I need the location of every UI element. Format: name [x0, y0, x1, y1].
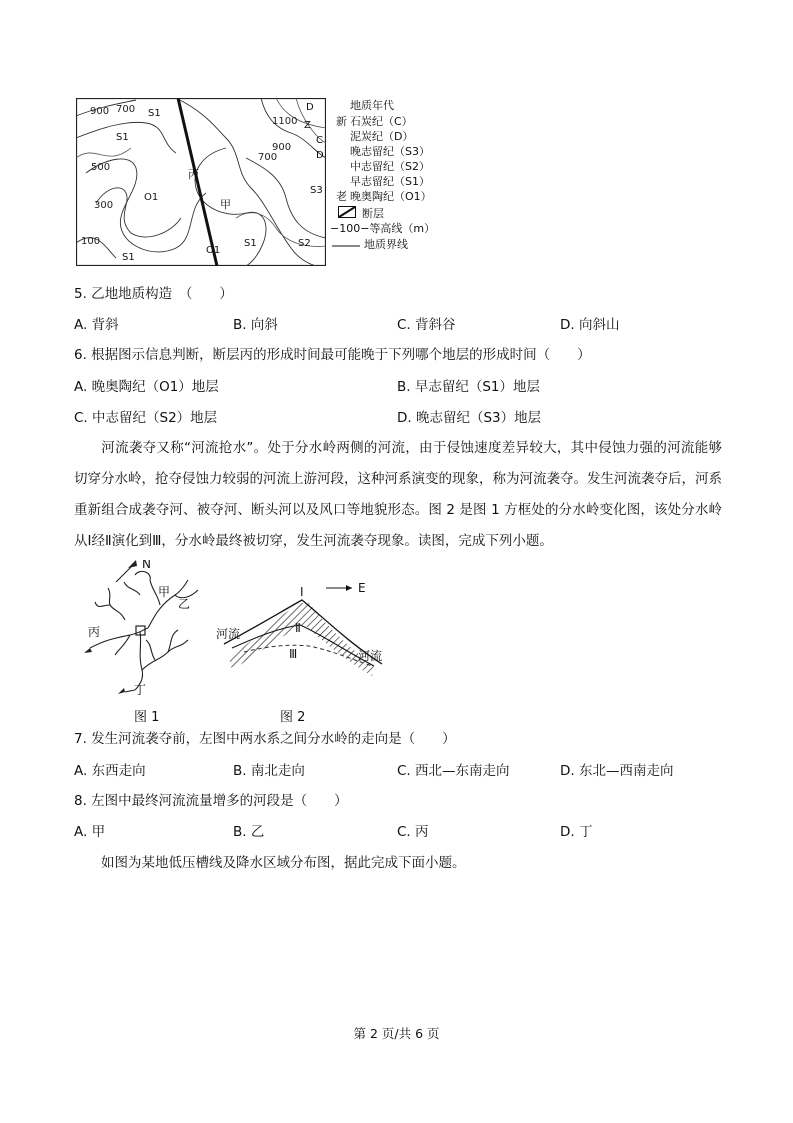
question-7-stem: 7. 发生河流袭夺前，左图中两水系之间分水岭的走向是（ ）	[74, 731, 456, 747]
fig1-label-ding: 丁	[134, 683, 147, 697]
stage-I-label: Ⅰ	[300, 585, 304, 599]
passage-river-capture	[74, 433, 722, 557]
east-label: E	[358, 581, 366, 595]
legend-title: 地质年代	[350, 99, 394, 112]
zone-label: S1	[116, 132, 129, 143]
contour-label: 700	[258, 152, 278, 163]
fault-symbol-icon	[338, 206, 356, 218]
q8-option-b[interactable]: B. 乙	[233, 824, 265, 840]
zone-label: S2	[298, 238, 311, 249]
place-label-jia: 甲	[220, 198, 231, 211]
q5-option-d[interactable]: D. 向斜山	[560, 317, 620, 333]
contour-label: 900	[272, 142, 292, 153]
question-8-stem: 8. 左图中最终河流流量增多的河段是（ ）	[74, 793, 348, 809]
contour-label: 900	[90, 106, 110, 117]
east-arrow-icon	[346, 585, 352, 591]
page-footer: 第 2 页/共 6 页	[353, 1026, 440, 1041]
question-5-stem: 5. 乙地地质构造 （ ）	[74, 286, 233, 302]
q6-option-a[interactable]: A. 晚奥陶纪（O1）地层	[74, 379, 219, 395]
passage-text: 河流袭夺又称“河流抢水”。处于分水岭两侧的河流，由于侵蚀速度差异较大，其中侵蚀力强的河流能够切穿分水岭，抢夺侵蚀力较弱的河流上游河段，这种河系演变的现象，称为河流袭夺。发生河流袭夺后，河系重新组合成袭夺河、被夺河、断头河以及风口等地貌形态。图 2 是图 1 方框处的分水岭变化图，该处分水岭从Ⅰ经Ⅱ演化到Ⅲ，分水岭最终被切穿，发生河流袭夺现象。读图，完成下列小题。	[74, 440, 722, 549]
q6-option-d[interactable]: D. 晚志留纪（S3）地层	[397, 410, 542, 426]
river-label-east: 河流	[358, 649, 383, 663]
zone-label: D	[316, 150, 324, 161]
q5-option-a[interactable]: A. 背斜	[74, 317, 119, 333]
q5-option-c[interactable]: C. 背斜谷	[397, 317, 456, 333]
zone-label: C	[316, 135, 323, 146]
fig1-label-yi: 乙	[178, 597, 191, 611]
legend-old: 老	[336, 190, 347, 203]
figure-1-caption: 图 1	[134, 710, 160, 725]
zone-label: S1	[122, 252, 135, 263]
zone-label: Z	[304, 120, 311, 131]
contour-label: 700	[116, 104, 136, 115]
legend-fault: 断层	[362, 207, 384, 220]
zone-label: S1	[148, 108, 161, 119]
q5-option-b[interactable]: B. 向斜	[233, 317, 278, 333]
q6-option-c[interactable]: C. 中志留纪（S2）地层	[74, 410, 218, 426]
q8-option-a[interactable]: A. 甲	[74, 824, 106, 840]
fig1-label-jia: 甲	[158, 585, 171, 599]
q8-option-c[interactable]: C. 丙	[397, 824, 429, 840]
legend-boundary: 地质界线	[364, 238, 408, 251]
zone-label: S1	[244, 238, 257, 249]
legend-period: 石炭纪（C）	[350, 115, 413, 128]
geologic-map	[76, 98, 326, 266]
legend-period: 晚奥陶纪（O1）	[350, 190, 432, 203]
figure-1-river-network	[80, 560, 210, 700]
q7-option-a[interactable]: A. 东西走向	[74, 763, 146, 779]
figure-2-caption: 图 2	[280, 710, 306, 725]
q8-option-d[interactable]: D. 丁	[560, 824, 593, 840]
contour-label: 300	[94, 200, 114, 211]
contour-label: 500	[91, 162, 111, 173]
legend-contour: −100−等高线（m）	[330, 222, 436, 235]
boundary-line-icon	[332, 244, 362, 248]
q7-option-d[interactable]: D. 东北—西南走向	[560, 763, 674, 779]
legend-new: 新	[336, 115, 347, 128]
north-label: N	[142, 560, 151, 571]
q6-option-b[interactable]: B. 早志留纪（S1）地层	[397, 379, 541, 395]
q7-option-b[interactable]: B. 南北走向	[233, 763, 305, 779]
contour-label: 100	[81, 236, 101, 247]
stage-II-label: Ⅱ	[295, 621, 301, 635]
north-arrow-icon	[128, 560, 137, 568]
zone-label: O1	[206, 245, 221, 256]
fig1-label-bing: 丙	[88, 625, 101, 639]
q7-option-c[interactable]: C. 西北—东南走向	[397, 763, 510, 779]
legend-period: 泥炭纪（D）	[350, 130, 414, 143]
zone-label: S3	[310, 185, 323, 196]
legend-period: 中志留纪（S2）	[350, 160, 430, 173]
place-label-bing: 丙	[188, 168, 199, 181]
legend-period: 晚志留纪（S3）	[350, 145, 430, 158]
stage-III-label: Ⅲ	[289, 647, 298, 661]
zone-label: D	[306, 102, 314, 113]
legend-period: 早志留纪（S1）	[350, 175, 430, 188]
question-6-stem: 6. 根据图示信息判断，断层丙的形成时间最可能晚于下列哪个地层的形成时间（ ）	[74, 347, 591, 363]
zone-label: O1	[144, 192, 159, 203]
figure-2-divide-profile	[214, 578, 394, 678]
contour-label: 1100	[272, 116, 298, 127]
next-section-intro: 如图为某地低压槽线及降水区域分布图，据此完成下面小题。	[101, 855, 466, 871]
river-label-west: 河流	[216, 627, 241, 641]
